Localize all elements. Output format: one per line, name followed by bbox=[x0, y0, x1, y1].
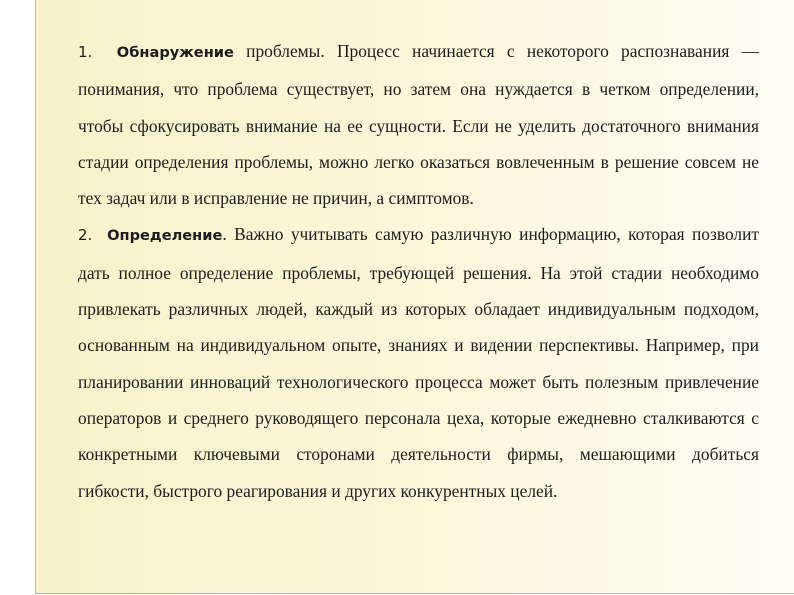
paragraph-text: проблемы. Процесс начинается с некоторого распознавания — понимания, что проблема существует, но затем она нуждается в четком определении, чтобы сфокусировать внимание на ее сущности. Если не уделить достаточного внимания стадии определения проблемы, можно легко оказаться вовлеченным в решение совсем не тех задач или в исправление не причин, а симптомов. bbox=[78, 41, 759, 209]
paragraph-text: . Важно учитывать самую различную информацию, которая позволит дать полное определение проблемы, требующей решения. На этой стадии необходимо привлекать различных людей, каждый из которых обладает индивидуальным подходом, основанным на индивидуальном опыте, знаниях и видении перспективы. Например, при планировании инноваций технологического процесса может быть полезным привлечение операторов и среднего руководящего персонала цеха, которые ежедневно сталкиваются с конкретными ключевыми сторонами деятельности фирмы, мешающими добиться гибкости, быстрого реагирования и других конкурентных целей. bbox=[78, 224, 759, 501]
text-body bbox=[78, 33, 759, 509]
paragraph-term: Определение bbox=[107, 227, 223, 245]
paragraph-term: Обнаружение bbox=[116, 44, 234, 61]
paragraph-detection bbox=[78, 33, 759, 216]
paragraph-definition bbox=[78, 216, 759, 508]
paragraph-number: 2. bbox=[78, 226, 93, 245]
paragraph-number: 1. bbox=[78, 43, 93, 61]
slide bbox=[35, 0, 794, 594]
